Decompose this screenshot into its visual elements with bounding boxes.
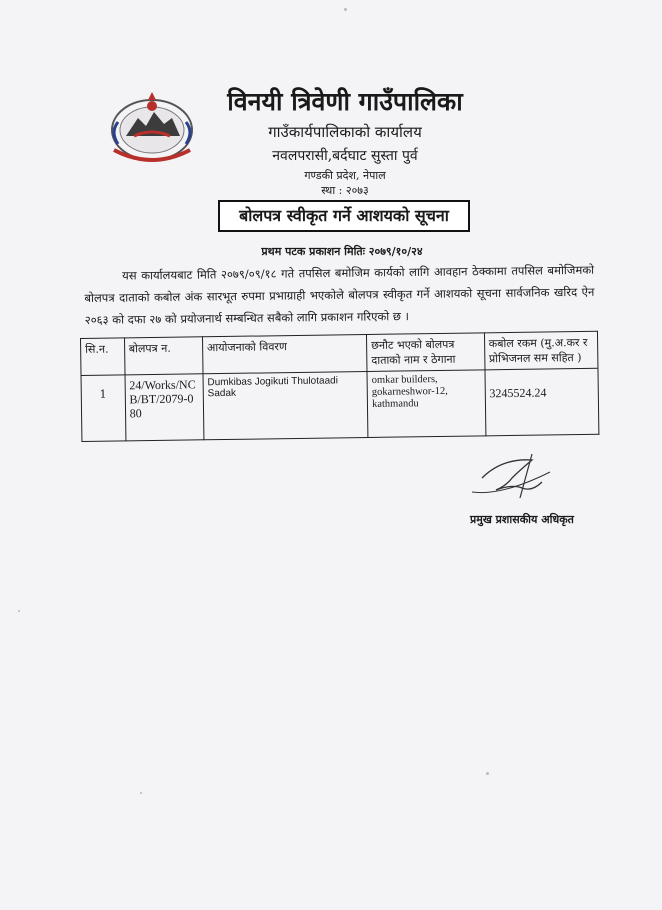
office-subtitle: गाउँकार्यपालिकाको कार्यालय xyxy=(268,123,422,141)
paper-speck xyxy=(18,610,20,612)
signature-mark-icon xyxy=(462,448,562,508)
office-province: गण्डकी प्रदेश, नेपाल xyxy=(304,169,386,182)
paper-speck xyxy=(486,772,489,775)
header-amount: कबोल रकम (मु.अ.कर र प्रोभिजनल सम सहित ) xyxy=(484,331,598,370)
header-sn: सि.न. xyxy=(81,338,125,376)
header-project: आयोजनाको विवरण xyxy=(202,334,367,373)
notice-body xyxy=(84,259,595,331)
header-bidder: छनौट भएको बोलपत्र दाताको नाम र ठेगाना xyxy=(367,333,485,372)
publication-date: प्रथम पटक प्रकाशन मितिः २०७९/१०/२४ xyxy=(261,245,423,258)
office-address: नवलपरासी,बर्दघाट सुस्ता पुर्व xyxy=(272,148,418,164)
notice-body-text: यस कार्यालयबाट मिति २०७९/०९/१८ गते तपसिल बमोजिम कार्यको लागि आवहान ठेक्कामा तपसिल बमोजिमको बोलपत्र दाताको कबोल अंक सारभूत रुपमा प्रभाग्राही भएकोले बोलपत्र स्वीकृत गर्ने आशयको सूचना सार्वजनिक खरिद ऐन २०६३ को दफा २७ को प्रयोजनार्थ सम्बन्धित सबैको लागि प्रकाशन गरिएको छ । xyxy=(84,262,595,327)
table-row xyxy=(81,368,599,441)
paper-speck xyxy=(140,792,142,794)
header-bid-no: बोलपत्र न. xyxy=(124,337,203,375)
signatory-title: प्रमुख प्रशासकीय अधिकृत xyxy=(470,513,574,526)
office-name: विनयी त्रिवेणी गाउँपालिका xyxy=(227,87,463,116)
notice-title: बोलपत्र स्वीकृत गर्ने आशयको सूचना xyxy=(218,200,470,232)
cell-amount: 3245524.24 xyxy=(485,368,599,436)
cell-sn: 1 xyxy=(81,375,126,442)
office-established: स्था : २०७३ xyxy=(321,184,369,197)
cell-bid-no: 24/Works/NCB/BT/2079-080 xyxy=(125,374,204,441)
cell-project: Dumkibas Jogikuti Thulotaadi Sadak xyxy=(203,371,368,439)
bid-table xyxy=(80,331,599,442)
paper-speck xyxy=(344,8,347,11)
cell-bidder: omkar builders, gokarneshwor-12, kathmandu xyxy=(367,370,485,438)
